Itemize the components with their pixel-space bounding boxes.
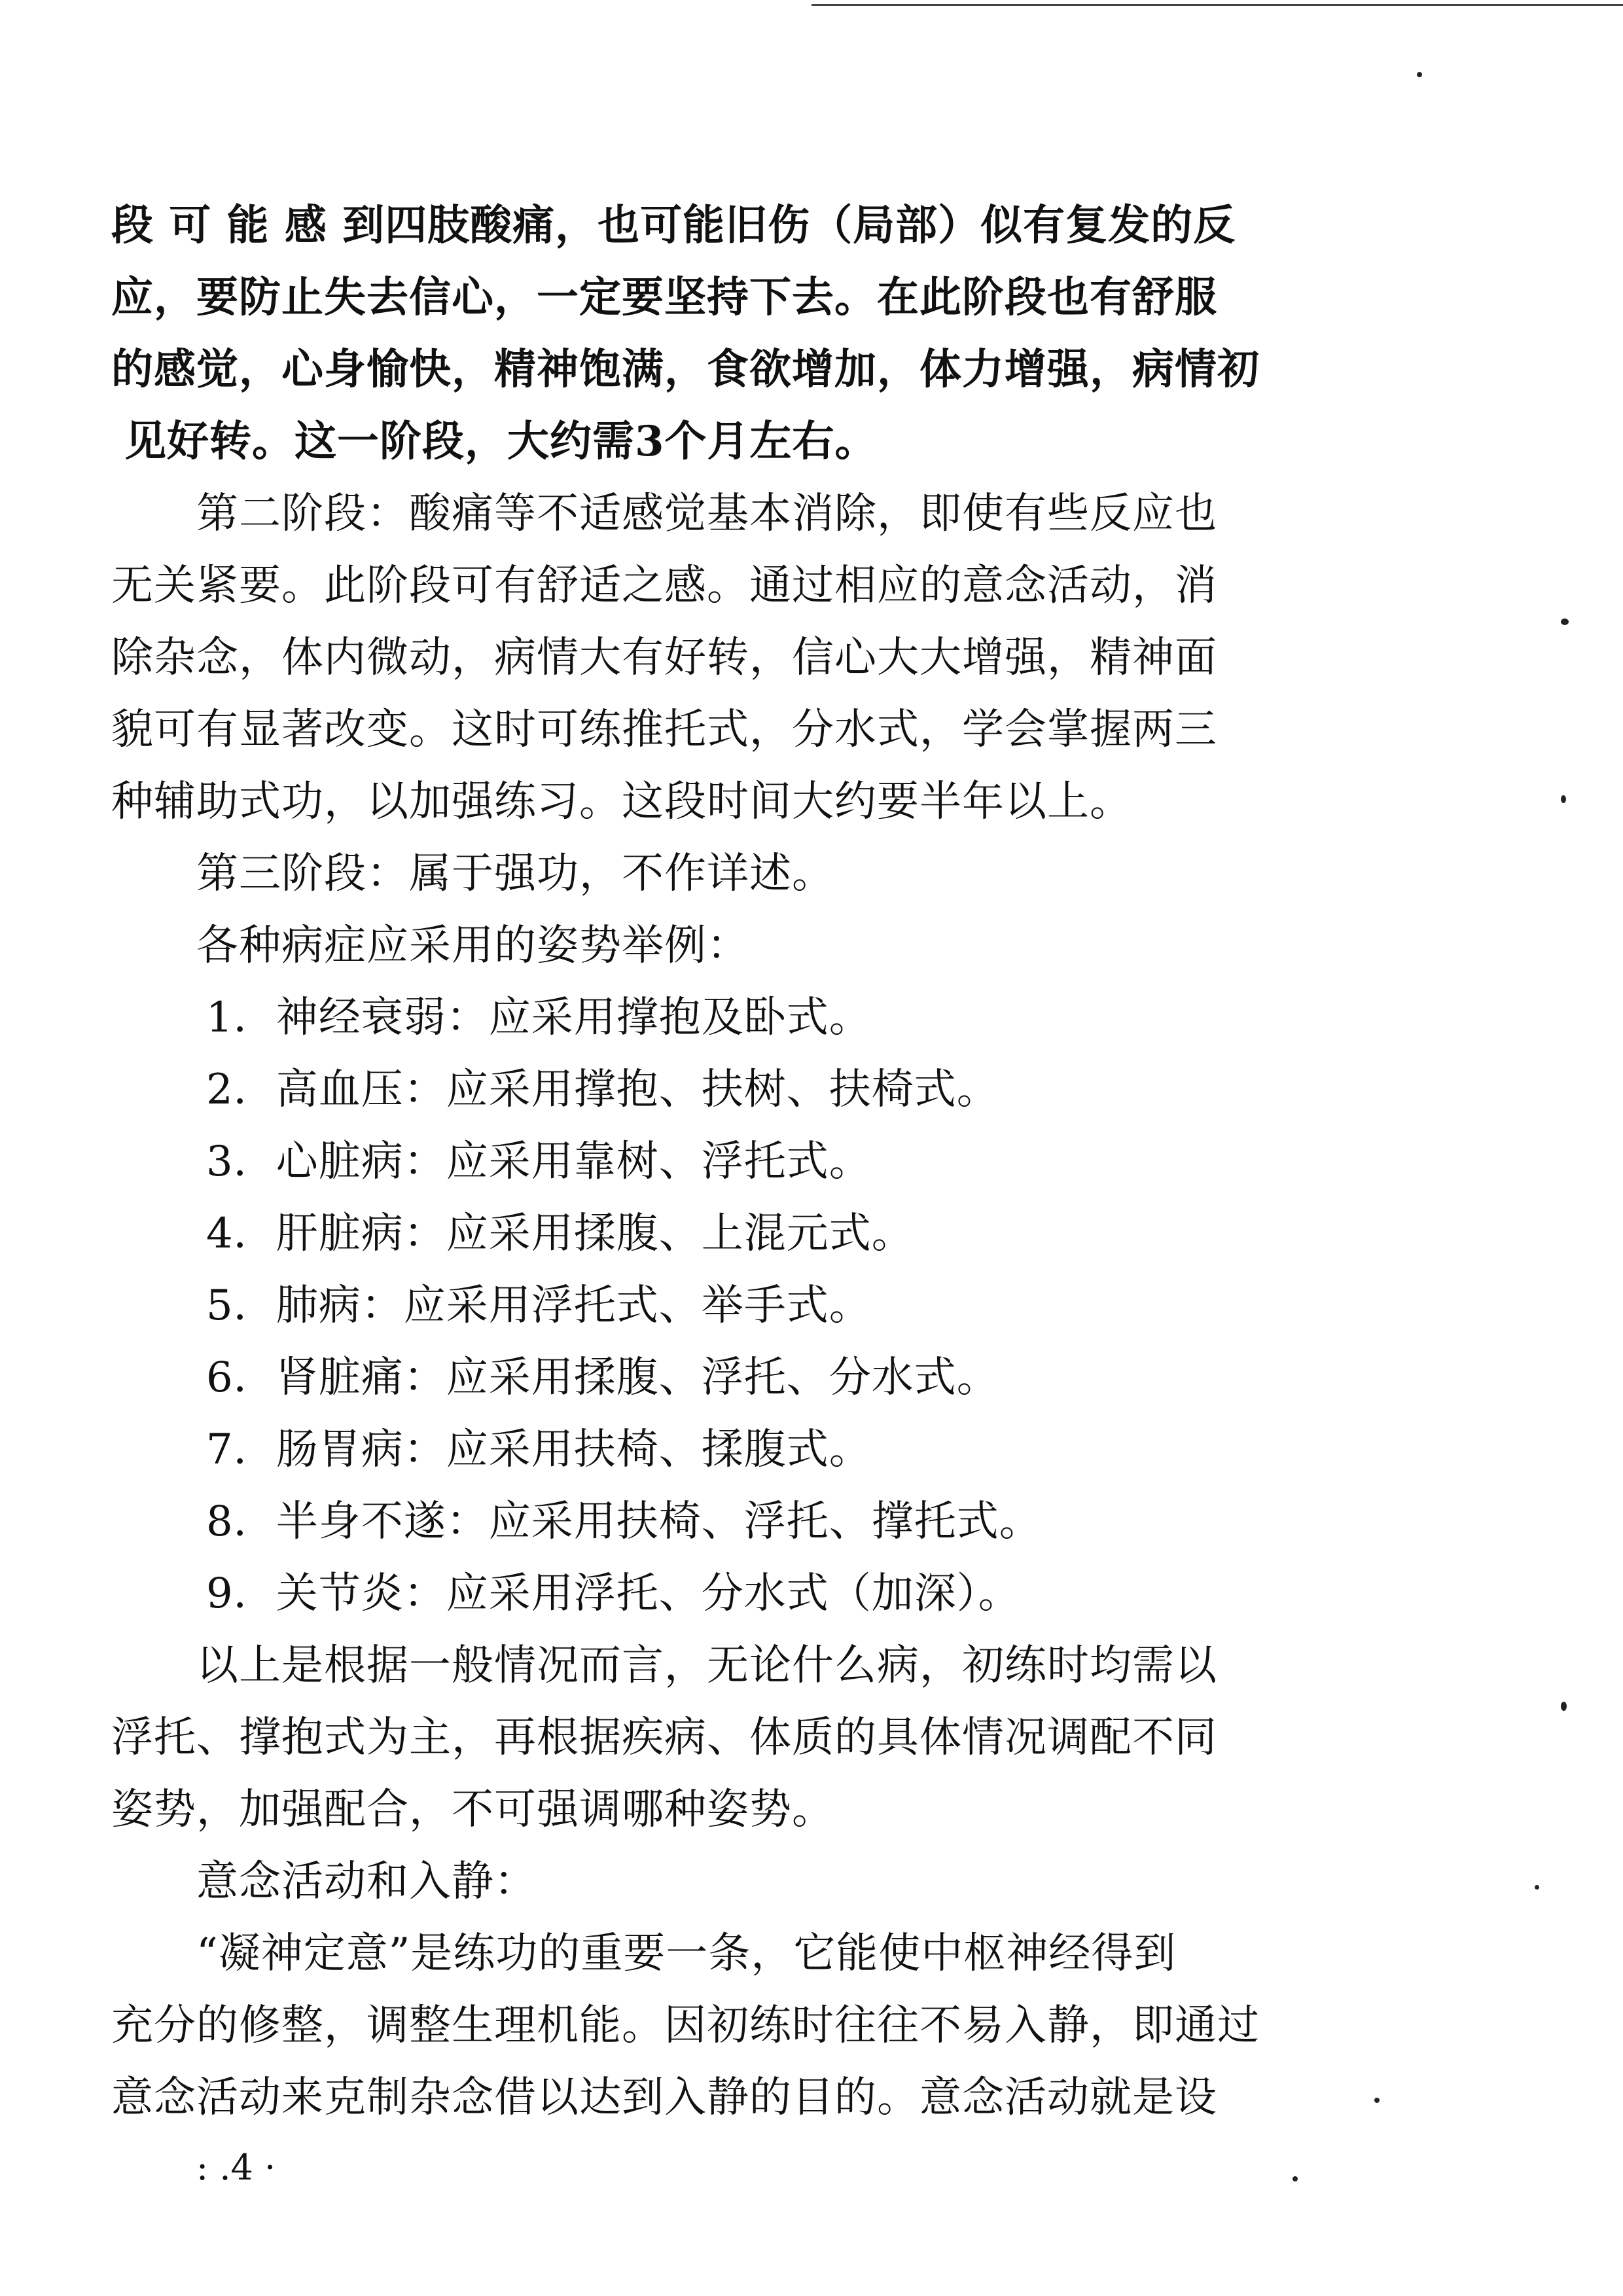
body-text xyxy=(111,190,1374,2134)
list-item: 9．关节炎：应采用浮托、分水式（加深）。 xyxy=(206,1570,1021,1618)
page-number-mark-right: · xyxy=(253,2147,276,2188)
scan-speck xyxy=(1374,2098,1380,2103)
scan-speck xyxy=(1561,619,1569,625)
paragraph-2-line: 第二阶段：酸痛等不适感觉基本消除，即使有些反应也 xyxy=(196,490,1217,538)
list-item: 5．肺病：应采用浮托式、举手式。 xyxy=(206,1282,872,1330)
list-item: 8．半身不遂：应采用扶椅、浮托、撑托式。 xyxy=(206,1498,1042,1546)
paragraph-4-line: 姿势，加强配合，不可强调哪种姿势。 xyxy=(111,1785,834,1834)
list-item: 4．肝脏病：应采用揉腹、上混元式。 xyxy=(206,1210,914,1258)
page-number-mark-left: : . xyxy=(196,2147,231,2188)
page-number xyxy=(196,2147,276,2188)
scan-speck xyxy=(1417,72,1422,77)
scan-speck xyxy=(1535,1885,1539,1890)
paragraph-4-line: 以上是根据一般情况而言，无论什么病，初练时均需以 xyxy=(196,1641,1217,1690)
paragraph-1-line: 的感觉，心身愉快，精神饱满，食欲增加，体力增强，病情初 xyxy=(111,345,1260,394)
top-edge-line xyxy=(812,4,1623,6)
list-item: 7．肠胃病：应采用扶椅、揉腹式。 xyxy=(206,1426,872,1474)
list-item: 2．高血压：应采用撑抱、扶树、扶椅式。 xyxy=(206,1066,999,1114)
scan-speck xyxy=(1293,2176,1298,2181)
list-item: 6．肾脏痛：应采用揉腹、浮托、分水式。 xyxy=(206,1354,999,1402)
scan-speck xyxy=(1561,795,1566,803)
paragraph-1-line: 段 可 能 感 到四肢酸痛，也可能旧伤（局部）似有复发的反 xyxy=(111,201,1236,250)
paragraph-1-line: 应，要防止失去信心，一定要坚持下去。在此阶段也有舒服 xyxy=(111,273,1217,322)
paragraph-2-line: 除杂念，体内微动，病情大有好转，信心大大增强，精神面 xyxy=(111,634,1217,682)
list-item: 1．神经衰弱：应采用撑抱及卧式。 xyxy=(206,994,872,1042)
paragraph-5-line: 充分的修整，调整生理机能。因初练时往往不易入静，即通过 xyxy=(111,2001,1260,2050)
list-item: 3．心脏病：应采用靠树、浮托式。 xyxy=(206,1138,872,1186)
scan-speck xyxy=(1561,1702,1567,1711)
paragraph-1-line: 见好转。这一阶段，大约需3个月左右。 xyxy=(124,417,878,466)
list-intro: 各种病症应采用的姿势举例： xyxy=(196,922,749,970)
section-heading: 意念活动和入静： xyxy=(196,1857,537,1906)
paragraph-2-line: 貌可有显著改变。这时可练推托式，分水式，学会掌握两三 xyxy=(111,706,1217,754)
paragraph-2-line: 种辅助式功，以加强练习。这段时间大约要半年以上。 xyxy=(111,778,1132,826)
paragraph-5-line: 意念活动来克制杂念借以达到入静的目的。意念活动就是设 xyxy=(111,2073,1217,2122)
paragraph-5-line: “凝神定意”是练功的重要一条，它能使中枢神经得到 xyxy=(196,1929,1177,1978)
paragraph-2-line: 无关紧要。此阶段可有舒适之感。通过相应的意念活动，消 xyxy=(111,562,1217,610)
page-number-value: 4 xyxy=(230,2147,253,2188)
paragraph-4-line: 浮托、撑抱式为主，再根据疾病、体质的具体情况调配不同 xyxy=(111,1713,1217,1762)
paragraph-3: 第三阶段：属于强功，不作详述。 xyxy=(196,850,834,898)
